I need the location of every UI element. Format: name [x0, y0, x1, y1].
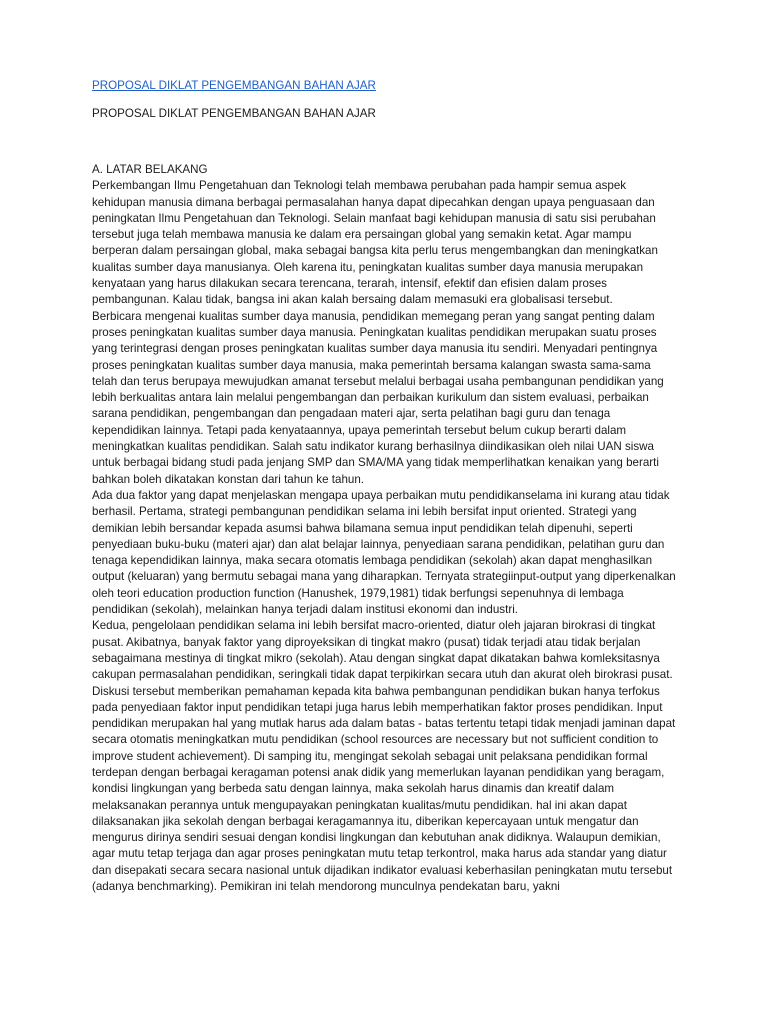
paragraph-1: Perkembangan Ilmu Pengetahuan dan Teknologi telah membawa perubahan pada hampir semua aspek kehidupan manusia dimana berbagai permasalahan hanya dapat dipecahkan dengan upaya penguasaan dan peningkatan Ilmu Pengetahuan dan Teknologi. Selain manfaat bagi kehidupan manusia di satu sisi perubahan tersebut juga telah membawa manusia ke dalam era persaingan global yang semakin ketat. Agar mampu berperan dalam persaingan global, maka sebagai bangsa kita perlu terus mengembangkan dan meningkatkan kualitas sumber daya manusianya. Oleh karena itu, peningkatan kualitas sumber daya manusia merupakan kenyataan yang harus dilakukan secara terencana, terarah, intensif, efektif dan efisien dalam proses pembangunan. Kalau tidak, bangsa ini akan kalah bersaing dalam memasuki era globalisasi tersebut.: [92, 179, 658, 307]
paragraph-2: Berbicara mengenai kualitas sumber daya manusia, pendidikan memegang peran yang sangat penting dalam proses peningkatan kualitas sumber daya manusia. Peningkatan kualitas pendidikan merupakan suatu proses yang terintegrasi dengan proses peningkatan kualitas sumber daya manusia itu sendiri. Menyadari pentingnya proses peningkatan kualitas sumber daya manusia, maka pemerintah bersama kalangan swasta sama-sama telah dan terus berupaya mewujudkan amanat tersebut melalui berbagai usaha pembangunan pendidikan yang lebih berkualitas antara lain melalui pengembangan dan perbaikan kurikulum dan sistem evaluasi, perbaikan sarana pendidikan, pengembangan dan pengadaan materi ajar, serta pelatihan bagi guru dan tenaga kependidikan lainnya. Tetapi pada kenyataannya, upaya pemerintah tersebut belum cukup berarti dalam meningkatkan kualitas pendidikan. Salah satu indikator kurang berhasilnya diindikasikan oleh nilai UAN siswa untuk berbagai bidang studi pada jenjang SMP dan SMA/MA yang tidak memperlihatkan kenaikan yang berarti bahkan boleh dikatakan konstan dari tahun ke tahun.: [92, 309, 664, 486]
paragraph-5: Diskusi tersebut memberikan pemahaman kepada kita bahwa pembangunan pendidikan bukan hanya terfokus pada penyediaan faktor input pendidikan tetapi juga harus lebih memperhatikan faktor proses pendidikan. Input pendidikan merupakan hal yang mutlak harus ada dalam batas - batas tertentu tetapi tidak menjadi jaminan dapat secara otomatis meningkatkan mutu pendidikan (school resources are necessary but not sufficient condition to improve student achievement). Di samping itu, mengingat sekolah sebagai unit pelaksana pendidikan formal terdepan dengan berbagai keragaman potensi anak didik yang memerlukan layanan pendidikan yang beragam, kondisi lingkungan yang berbeda satu dengan lainnya, maka sekolah harus dinamis dan kreatif dalam melaksanakan perannya untuk mengupayakan peningkatan kualitas/mutu pendidikan. hal ini akan dapat dilaksanakan jika sekolah dengan berbagai keragamannya itu, diberikan kepercayaan untuk mengatur dan mengurus dirinya sendiri sesuai dengan kondisi lingkungan dan kebutuhan anak didiknya. Walaupun demikian, agar mutu tetap terjaga dan agar proses peningkatan mutu tetap terkontrol, maka harus ada standar yang diatur dan disepakati secara secara nasional untuk dijadikan indikator evaluasi keberhasilan peningkatan mutu tersebut (adanya benchmarking). Pemikiran ini telah mendorong munculnya pendekatan baru, yakni: [92, 684, 676, 894]
document-title: PROPOSAL DIKLAT PENGEMBANGAN BAHAN AJAR: [92, 107, 376, 120]
paragraph-4: Kedua, pengelolaan pendidikan selama ini lebih bersifat macro-oriented, diatur oleh jajaran birokrasi di tingkat pusat. Akibatnya, banyak faktor yang diproyeksikan di tingkat makro (pusat) tidak terjadi atau tidak berjalan sebagaimana mestinya di tingkat mikro (sekolah). Atau dengan singkat dapat dikatakan bahwa komleksitasnya cakupan permasalahan pendidikan, seringkali tidak dapat terpikirkan secara utuh dan akurat oleh birokrasi pusat.: [92, 619, 673, 682]
paragraph-3: Ada dua faktor yang dapat menjelaskan mengapa upaya perbaikan mutu pendidikanselama ini kurang atau tidak berhasil. Pertama, strategi pembangunan pendidikan selama ini lebih bersifat input oriented. Strategi yang demikian lebih bersandar kepada asumsi bahwa bilamana semua input pendidikan telah dipenuhi, seperti penyediaan buku-buku (materi ajar) dan alat belajar lainnya, penyediaan sarana pendidikan, pelatihan guru dan tenaga kependidikan lainnya, maka secara otomatis lembaga pendidikan (sekolah) akan dapat menghasilkan output (keluaran) yang bermutu sebagai mana yang diharapkan. Ternyata strategiinput-output yang diperkenalkan oleh teori education production function (Hanushek, 1979,1981) tidak berfungsi sepenuhnya di lembaga pendidikan (sekolah), melainkan hanya terjadi dalam institusi ekonomi dan industri.: [92, 488, 676, 617]
title-link[interactable]: PROPOSAL DIKLAT PENGEMBANGAN BAHAN AJAR: [92, 79, 376, 92]
section-heading: A. LATAR BELAKANG: [92, 163, 208, 176]
document-body: [92, 78, 678, 895]
